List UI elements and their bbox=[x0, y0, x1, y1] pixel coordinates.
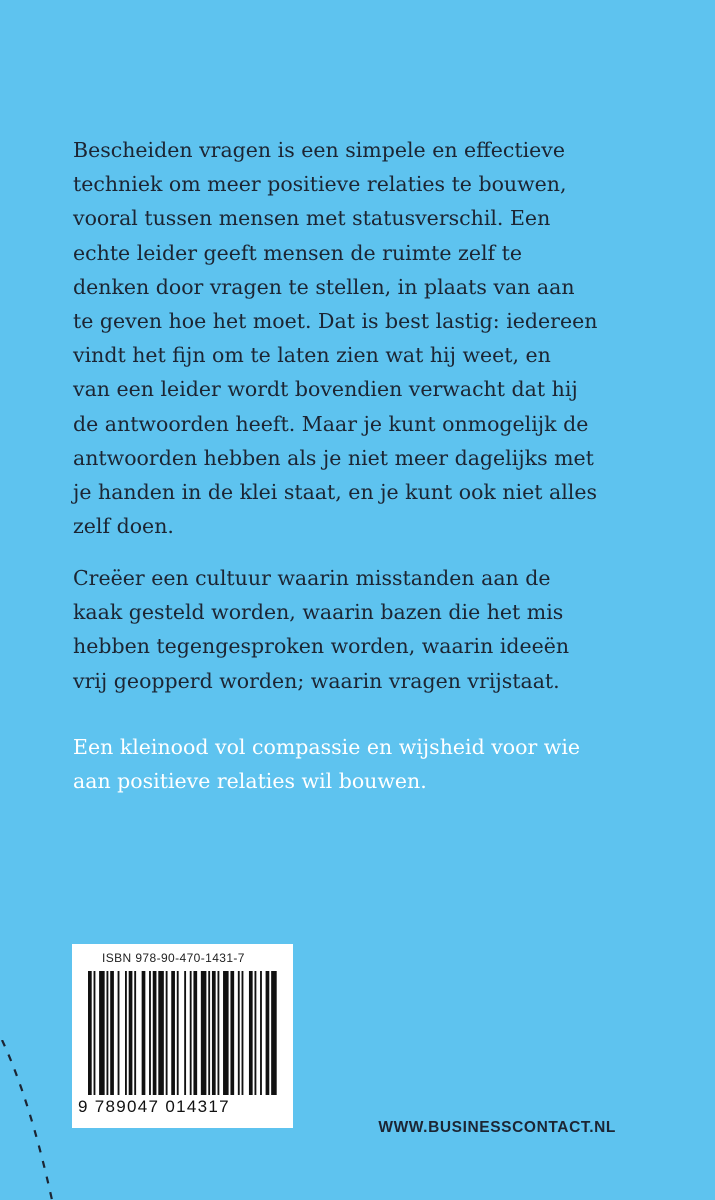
isbn-barcode bbox=[72, 944, 293, 1128]
text-line: techniek om meer positieve relaties te bouwen, bbox=[73, 172, 567, 197]
text-line: vindt het fijn om te laten zien wat hij weet, en bbox=[73, 343, 551, 368]
text-line: zelf doen. bbox=[73, 514, 174, 539]
blurb-paragraph-2 bbox=[73, 561, 673, 698]
barcode-digits: 9 789047 014317 bbox=[78, 1097, 230, 1116]
text-line: vooral tussen mensen met statusverschil. Een bbox=[73, 206, 551, 231]
blurb-paragraph-1 bbox=[73, 133, 673, 543]
tagline-paragraph bbox=[73, 730, 673, 798]
text-line: kaak gesteld worden, waarin bazen die het mis bbox=[73, 600, 564, 625]
text-line: Creëer een cultuur waarin misstanden aan de bbox=[73, 566, 551, 590]
text-line: echte leider geeft mensen de ruimte zelf te bbox=[73, 240, 523, 265]
barcode-bars bbox=[82, 971, 283, 1095]
text-line: hebben tegengesproken worden, waarin ideeën bbox=[73, 634, 570, 659]
text-line: te geven hoe het moet. Dat is best lastig: iedereen bbox=[73, 309, 598, 334]
text-line: antwoorden hebben als je niet meer dagelijks met bbox=[73, 445, 594, 470]
text-line: Een kleinood vol compassie en wijsheid voor wie bbox=[73, 735, 581, 759]
text-line: denken door vragen te stellen, in plaats van aan bbox=[73, 274, 575, 299]
text-line: je handen in de klei staat, en je kunt ook niet alles bbox=[73, 480, 598, 505]
text-line: van een leider wordt bovendien verwacht dat hij bbox=[73, 377, 578, 402]
decorative-dashed-curve bbox=[0, 1040, 60, 1200]
text-line: Bescheiden vragen is een simpele en effectieve bbox=[73, 138, 565, 162]
text-line: vrij geopperd worden; waarin vragen vrijstaat. bbox=[73, 668, 560, 693]
text-line: de antwoorden heeft. Maar je kunt onmogelijk de bbox=[73, 411, 589, 436]
text-line: aan positieve relaties wil bouwen. bbox=[73, 769, 427, 794]
publisher-url: WWW.BUSINESSCONTACT.NL bbox=[378, 1119, 616, 1136]
isbn-label: ISBN 978-90-470-1431-7 bbox=[102, 951, 245, 965]
